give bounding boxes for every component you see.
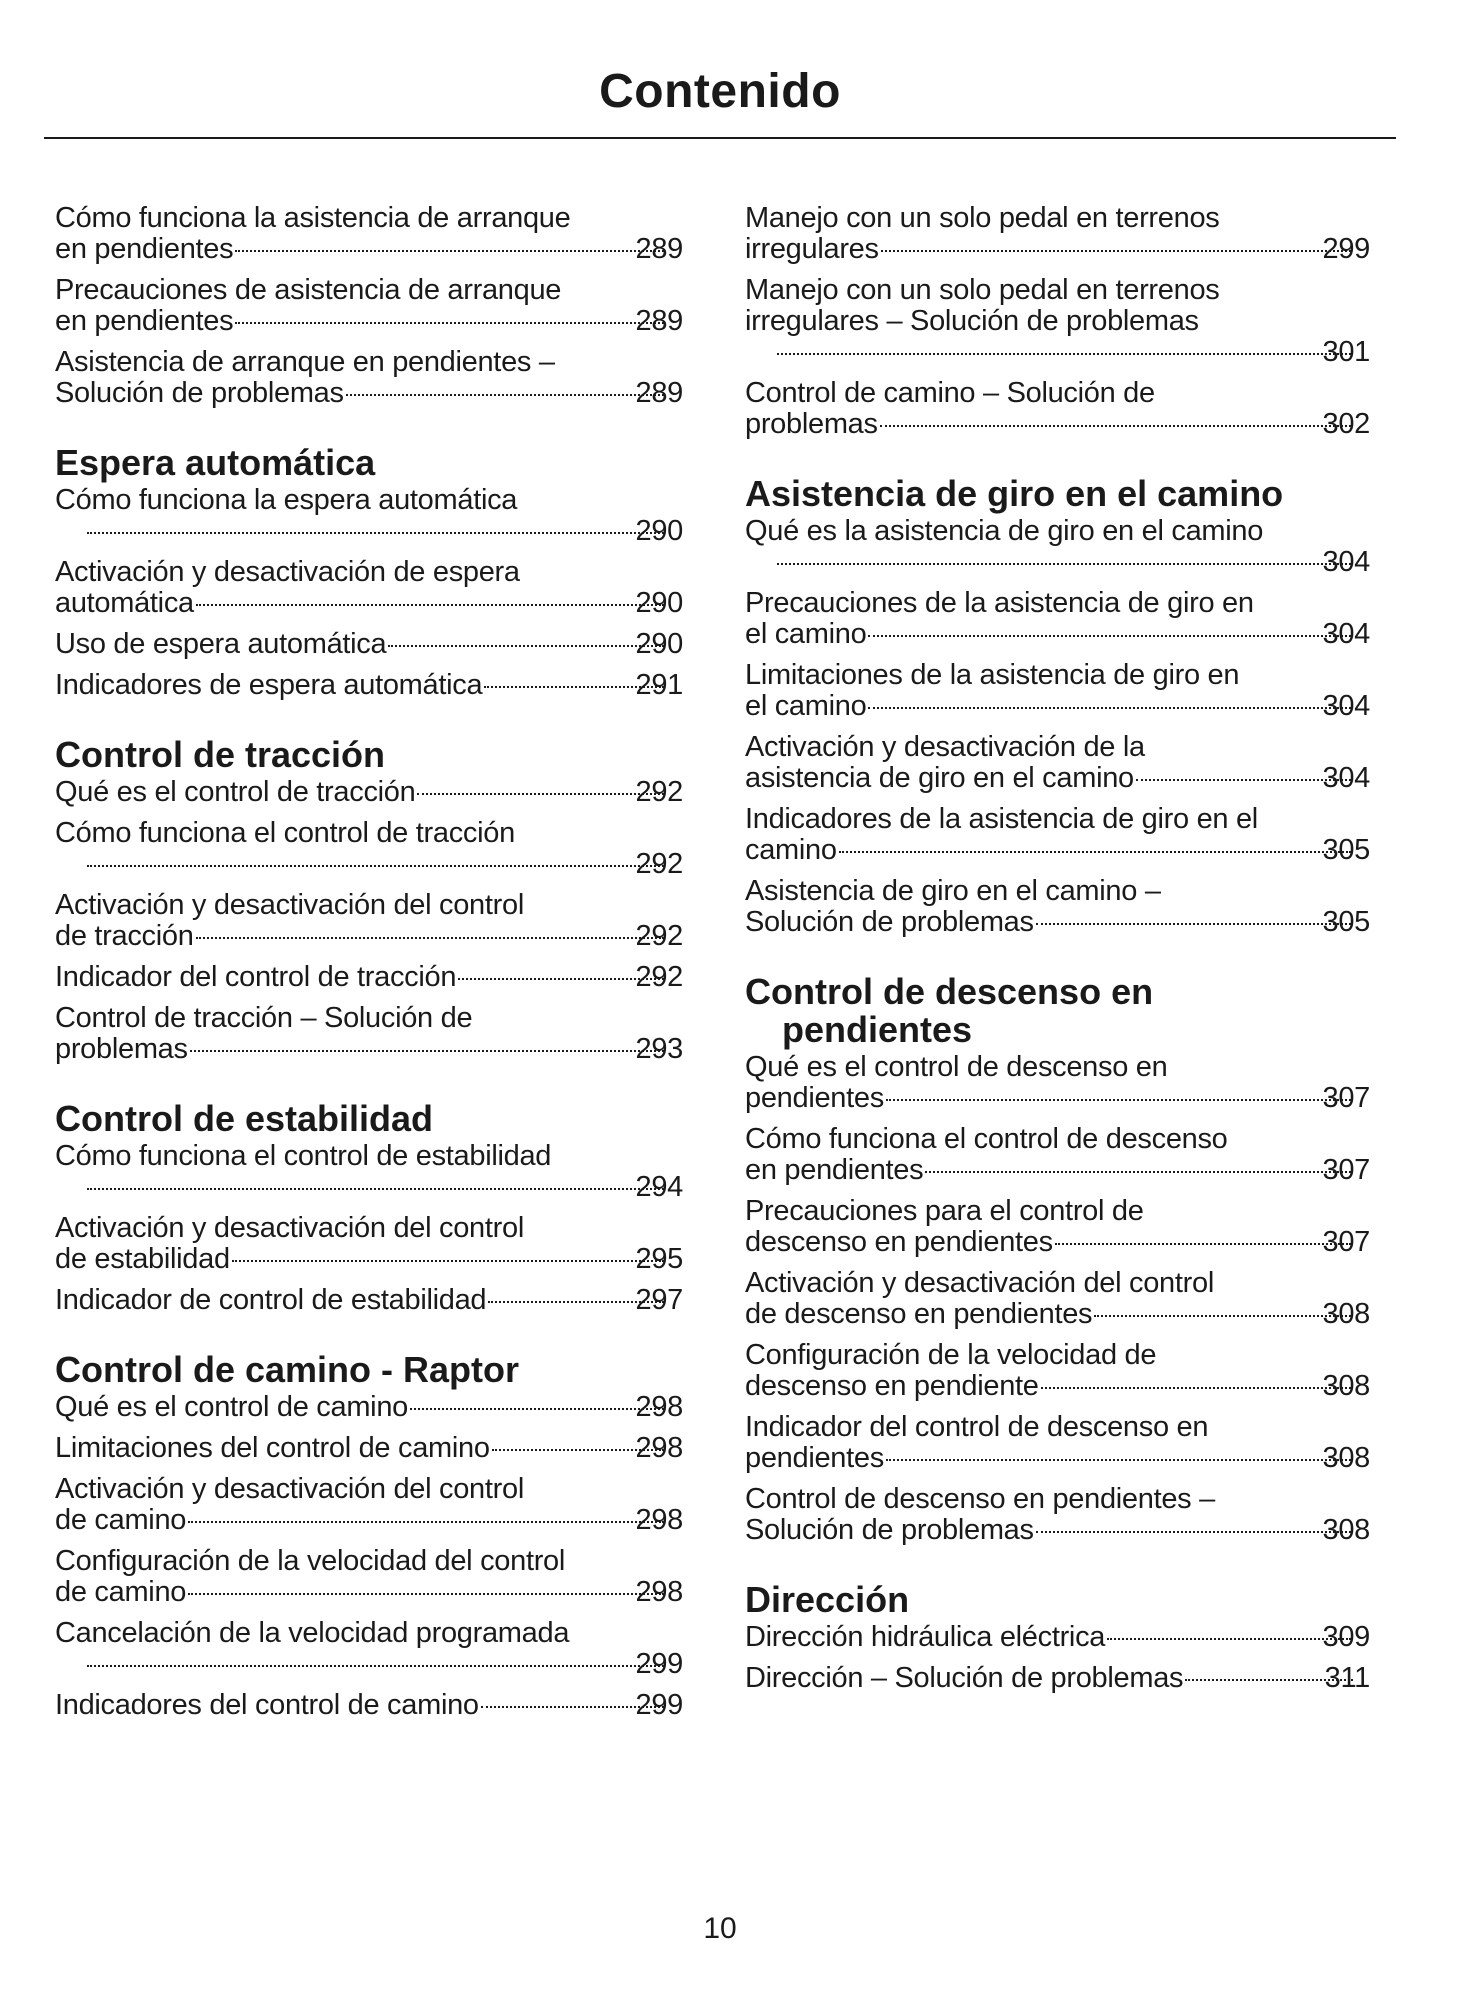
entry-title-tail: pendientes	[745, 1442, 884, 1474]
entry-title-tail: de descenso en pendientes	[745, 1298, 1093, 1330]
toc-entry[interactable]	[55, 203, 683, 265]
entry-title-tail: Solución de problemas	[745, 1514, 1034, 1546]
entry-page-number: 298	[635, 1391, 683, 1423]
entry-title-line: Activación y desactivación del control	[55, 1473, 524, 1505]
toc-entry[interactable]	[55, 818, 683, 880]
toc-entry[interactable]	[55, 1546, 683, 1608]
toc-section	[55, 1351, 683, 1721]
entry-page-number: 304	[1322, 762, 1370, 794]
dot-leader	[488, 1301, 663, 1303]
entry-page-number: 298	[635, 1504, 683, 1536]
dot-leader	[1036, 923, 1351, 925]
page-number: 10	[703, 1912, 737, 1945]
entry-title-line: Qué es la asistencia de giro en el camino	[745, 515, 1264, 547]
dot-leader	[1036, 1531, 1351, 1533]
dot-leader	[190, 1050, 664, 1052]
entry-title-tail: camino	[745, 834, 837, 866]
entry-title-tail: automática	[55, 587, 194, 619]
entry-title-tail: Qué es el control de camino	[55, 1391, 408, 1423]
toc-entry[interactable]	[55, 962, 683, 993]
toc-entry[interactable]	[745, 876, 1370, 938]
entry-page-number: 298	[635, 1432, 683, 1464]
entry-title-line: Precauciones de la asistencia de giro en	[745, 587, 1254, 619]
entry-title-tail: Limitaciones del control de camino	[55, 1432, 490, 1464]
toc-entry[interactable]	[745, 1340, 1370, 1402]
toc-section	[745, 203, 1370, 440]
entry-title-tail: irregulares	[745, 233, 879, 265]
entry-page-number: 304	[1322, 546, 1370, 578]
toc-entry[interactable]	[745, 1663, 1370, 1694]
entry-title-tail: Dirección – Solución de problemas	[745, 1662, 1184, 1694]
entry-title-tail: Qué es el control de tracción	[55, 776, 416, 808]
entry-title-tail: asistencia de giro en el camino	[745, 762, 1134, 794]
dot-leader	[925, 1171, 1350, 1173]
entry-title-line: Asistencia de giro en el camino –	[745, 875, 1161, 907]
entry-title-line: Activación y desactivación del control	[55, 1212, 524, 1244]
section-heading-text: Control de descenso en	[745, 971, 1154, 1012]
toc-entry[interactable]	[55, 777, 683, 808]
toc-entry[interactable]	[55, 1618, 683, 1680]
dot-leader	[410, 1408, 664, 1410]
dot-leader	[481, 1706, 664, 1708]
entry-title-line: Activación y desactivación del control	[55, 889, 524, 921]
dot-leader	[87, 532, 664, 534]
section-heading-text-cont: pendientes	[782, 1009, 973, 1050]
toc-entry[interactable]	[745, 1412, 1370, 1474]
dot-leader	[868, 635, 1350, 637]
toc-section	[55, 1100, 683, 1316]
entry-page-number: 308	[1322, 1298, 1370, 1330]
toc-entry[interactable]	[55, 347, 683, 409]
dot-leader	[417, 793, 663, 795]
dot-leader	[1185, 1679, 1352, 1681]
dot-leader	[881, 250, 1351, 252]
dot-leader	[235, 322, 663, 324]
entry-page-number: 304	[1322, 690, 1370, 722]
toc-left-column	[55, 203, 683, 1756]
entry-title-line: Precauciones de asistencia de arranque	[55, 274, 562, 306]
entry-title-tail: en pendientes	[55, 305, 234, 337]
dot-leader	[868, 707, 1350, 709]
toc-section	[745, 1581, 1370, 1694]
entry-title-tail: Solución de problemas	[745, 906, 1034, 938]
toc-entry[interactable]	[55, 1285, 683, 1316]
entry-title-line: Indicadores de la asistencia de giro en el	[745, 803, 1258, 835]
entry-page-number: 298	[635, 1576, 683, 1608]
dot-leader	[1136, 779, 1351, 781]
section-heading	[55, 736, 683, 774]
toc-section	[55, 203, 683, 409]
entry-title-line: Asistencia de arranque en pendientes –	[55, 346, 555, 378]
toc-entry[interactable]	[745, 1124, 1370, 1186]
entry-title-tail: de camino	[55, 1576, 187, 1608]
entry-page-number: 294	[635, 1171, 683, 1203]
entry-title-line: Cómo funciona el control de descenso	[745, 1123, 1228, 1155]
toc-entry[interactable]	[55, 670, 683, 701]
dot-leader	[458, 978, 663, 980]
entry-title-tail: de tracción	[55, 920, 194, 952]
toc-entry[interactable]	[745, 203, 1370, 265]
entry-title-line: Manejo con un solo pedal en terrenos	[745, 202, 1220, 234]
toc-entry[interactable]	[55, 557, 683, 619]
dot-leader	[188, 1521, 663, 1523]
dot-leader	[188, 1593, 663, 1595]
dot-leader	[492, 1449, 664, 1451]
entry-title-tail: Dirección hidráulica eléctrica	[745, 1621, 1106, 1653]
toc-entry[interactable]	[55, 629, 683, 660]
entry-title-tail: Solución de problemas	[55, 377, 344, 409]
entry-title-tail: en pendientes	[745, 1154, 924, 1186]
dot-leader	[388, 645, 663, 647]
entry-title-tail: el camino	[745, 690, 867, 722]
dot-leader	[880, 425, 1351, 427]
toc-entry[interactable]	[55, 485, 683, 547]
entry-title-line: Cómo funciona la espera automática	[55, 484, 518, 516]
entry-title-tail: el camino	[745, 618, 867, 650]
entry-title-line: Configuración de la velocidad del control	[55, 1545, 566, 1577]
entry-title-tail: problemas	[745, 408, 878, 440]
toc-entry[interactable]	[55, 1433, 683, 1464]
entry-title-line: Configuración de la velocidad de	[745, 1339, 1157, 1371]
entry-title-line: Activación y desactivación del control	[745, 1267, 1214, 1299]
entry-title-line: Cómo funciona el control de tracción	[55, 817, 515, 849]
entry-title-line: Cómo funciona el control de estabilidad	[55, 1140, 552, 1172]
dot-leader	[232, 1260, 664, 1262]
entry-page-number: 305	[1322, 906, 1370, 938]
entry-page-number: 289	[635, 305, 683, 337]
entry-page-number: 304	[1322, 618, 1370, 650]
entry-title-line: Activación y desactivación de la	[745, 731, 1145, 763]
toc-entry[interactable]	[745, 804, 1370, 866]
toc-entry[interactable]	[745, 1268, 1370, 1330]
toc-entry[interactable]	[745, 1196, 1370, 1258]
entry-page-number: 308	[1322, 1370, 1370, 1402]
entry-page-number: 293	[635, 1033, 683, 1065]
entry-title-line: Activación y desactivación de espera	[55, 556, 520, 588]
toc-entry[interactable]	[745, 1484, 1370, 1546]
entry-page-number: 307	[1322, 1226, 1370, 1258]
toc-entry[interactable]	[55, 1141, 683, 1203]
toc-section	[55, 444, 683, 701]
entry-page-number: 291	[635, 669, 683, 701]
dot-leader	[346, 394, 664, 396]
entry-title-line: irregulares – Solución de problemas	[745, 305, 1199, 337]
toc-entry[interactable]	[55, 890, 683, 952]
dot-leader	[196, 604, 664, 606]
entry-title-tail: Indicador de control de estabilidad	[55, 1284, 487, 1316]
entry-page-number: 305	[1322, 834, 1370, 866]
entry-page-number: 297	[635, 1284, 683, 1316]
entry-title-line: Manejo con un solo pedal en terrenos	[745, 274, 1220, 306]
dot-leader	[1041, 1387, 1351, 1389]
toc-entry[interactable]	[745, 1052, 1370, 1114]
dot-leader	[777, 563, 1351, 565]
toc-entry[interactable]	[55, 1690, 683, 1721]
dot-leader	[87, 865, 664, 867]
section-heading	[55, 1100, 683, 1138]
entry-page-number: 290	[635, 515, 683, 547]
entry-title-tail: Indicadores de espera automática	[55, 669, 483, 701]
entry-page-number: 308	[1322, 1442, 1370, 1474]
toc-entry[interactable]	[55, 1213, 683, 1275]
entry-page-number: 311	[1324, 1662, 1370, 1694]
toc-entry[interactable]	[55, 1003, 683, 1065]
entry-page-number: 295	[635, 1243, 683, 1275]
section-heading-text: Asistencia de giro en el camino	[745, 473, 1284, 514]
entry-title-tail: en pendientes	[55, 233, 234, 265]
section-heading-text: Control de camino - Raptor	[55, 1349, 520, 1390]
entry-page-number: 290	[635, 587, 683, 619]
toc-entry[interactable]	[745, 588, 1370, 650]
entry-page-number: 292	[635, 920, 683, 952]
entry-page-number: 289	[635, 233, 683, 265]
entry-page-number: 290	[635, 628, 683, 660]
entry-title-tail: problemas	[55, 1033, 188, 1065]
entry-title-tail: Indicador del control de tracción	[55, 961, 457, 993]
page-title: Contenido	[599, 65, 841, 118]
entry-title-line: Control de descenso en pendientes –	[745, 1483, 1215, 1515]
section-heading-text: Dirección	[745, 1579, 910, 1620]
entry-title-tail: Indicadores del control de camino	[55, 1689, 479, 1721]
section-heading-text: Control de tracción	[55, 734, 386, 775]
dot-leader	[1094, 1315, 1350, 1317]
section-heading	[55, 444, 683, 482]
entry-title-line: Indicador del control de descenso en	[745, 1411, 1209, 1443]
entry-page-number: 299	[635, 1648, 683, 1680]
dot-leader	[484, 686, 663, 688]
section-heading	[745, 475, 1370, 513]
toc-entry[interactable]	[55, 1474, 683, 1536]
toc-right-column	[745, 203, 1370, 1729]
entry-title-line: Qué es el control de descenso en	[745, 1051, 1168, 1083]
toc-entry[interactable]	[745, 1622, 1370, 1653]
toc-entry[interactable]	[55, 1392, 683, 1423]
entry-page-number: 309	[1322, 1621, 1370, 1653]
entry-title-tail: Uso de espera automática	[55, 628, 387, 660]
title-divider	[44, 137, 1396, 139]
dot-leader	[87, 1188, 664, 1190]
dot-leader	[196, 937, 664, 939]
toc-entry[interactable]	[745, 516, 1370, 578]
dot-leader	[1055, 1243, 1351, 1245]
section-heading	[745, 1581, 1370, 1619]
entry-title-line: Cancelación de la velocidad programada	[55, 1617, 570, 1649]
entry-title-tail: descenso en pendiente	[745, 1370, 1039, 1402]
dot-leader	[1107, 1638, 1350, 1640]
entry-page-number: 292	[635, 961, 683, 993]
toc-entry[interactable]	[55, 275, 683, 337]
entry-page-number: 307	[1322, 1154, 1370, 1186]
toc-section	[745, 973, 1370, 1546]
section-heading	[745, 973, 1370, 1049]
entry-title-line: Precauciones para el control de	[745, 1195, 1144, 1227]
section-heading-text: Espera automática	[55, 442, 376, 483]
dot-leader	[235, 250, 663, 252]
dot-leader	[839, 851, 1351, 853]
toc-entry[interactable]	[745, 732, 1370, 794]
toc-entry[interactable]	[745, 378, 1370, 440]
entry-page-number: 301	[1322, 336, 1370, 368]
toc-entry[interactable]	[745, 660, 1370, 722]
toc-entry[interactable]	[745, 275, 1370, 368]
toc-section	[55, 736, 683, 1065]
entry-page-number: 302	[1322, 408, 1370, 440]
entry-title-tail: de camino	[55, 1504, 187, 1536]
section-heading	[55, 1351, 683, 1389]
dot-leader	[777, 353, 1351, 355]
entry-page-number: 292	[635, 848, 683, 880]
dot-leader	[87, 1665, 664, 1667]
entry-page-number: 299	[1322, 233, 1370, 265]
toc-section	[745, 475, 1370, 938]
dot-leader	[886, 1459, 1351, 1461]
section-heading-text: Control de estabilidad	[55, 1098, 434, 1139]
entry-title-tail: de estabilidad	[55, 1243, 230, 1275]
entry-title-line: Control de camino – Solución de	[745, 377, 1155, 409]
entry-title-tail: pendientes	[745, 1082, 884, 1114]
entry-page-number: 308	[1322, 1514, 1370, 1546]
entry-page-number: 299	[635, 1689, 683, 1721]
entry-title-line: Control de tracción – Solución de	[55, 1002, 473, 1034]
entry-page-number: 289	[635, 377, 683, 409]
entry-page-number: 307	[1322, 1082, 1370, 1114]
entry-page-number: 292	[635, 776, 683, 808]
entry-title-line: Limitaciones de la asistencia de giro en	[745, 659, 1240, 691]
dot-leader	[886, 1099, 1351, 1101]
entry-title-line: Cómo funciona la asistencia de arranque	[55, 202, 571, 234]
entry-title-tail: descenso en pendientes	[745, 1226, 1053, 1258]
